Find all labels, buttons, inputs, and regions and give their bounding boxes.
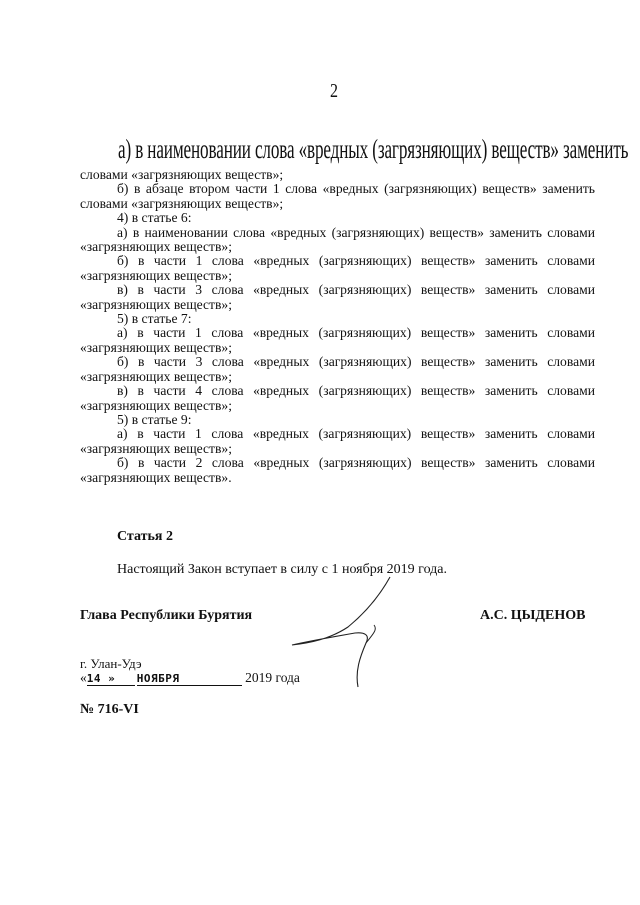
paragraph: б) в части 1 слова «вредных (загрязняющих) веществ» заменить словами «загрязняющих веществ»; [80,253,595,283]
paragraph: в) в части 4 слова «вредных (загрязняющих) веществ» заменить словами «загрязняющих веществ»; [80,383,595,413]
article-text: Настоящий Закон вступает в силу с 1 ноября 2019 года. [117,562,448,577]
paragraph: словами «загрязняющих веществ»; [80,167,284,182]
page-number: 2 [330,80,338,102]
date-day-value: 14 [86,672,101,685]
law-number: № 716-VI [80,702,139,717]
paragraph: 5) в статье 9: [117,411,192,427]
paragraph: а) в наименовании слова «вредных (загрязняющих) веществ» заменить словами «загрязняющих веществ»; [80,224,595,255]
date-open-quote: « [80,670,87,685]
date-line [80,670,300,686]
paragraph: б) в части 3 слова «вредных (загрязняющих) веществ» заменить словами «загрязняющих веществ»; [80,354,595,384]
signatory-position: Глава Республики Бурятия [80,608,253,623]
paragraph: а) в части 1 слова «вредных (загрязняющих) веществ» заменить словами «загрязняющих веществ»; [80,325,595,355]
article-title: Статья 2 [117,529,173,544]
paragraph: б) в абзаце втором части 1 слова «вредных (загрязняющих) веществ» заменить словами «загрязняющих веществ»; [80,181,595,211]
first-line: а) в наименовании слова «вредных (загрязняющих) веществ» заменить [118,134,629,164]
date-month: НОЯБРЯ [137,672,242,686]
amendments-body [80,168,595,485]
date-close-quote: » [108,672,116,685]
place: г. Улан-Удэ [80,656,142,671]
paragraph: 5) в статье 7: [117,311,192,327]
paragraph: в) в части 3 слова «вредных (загрязняющих) веществ» заменить словами «загрязняющих веществ»; [80,282,595,312]
date-year: 2019 года [245,670,300,685]
paragraph: б) в части 2 слова «вредных (загрязняющих) веществ» заменить словами «загрязняющих веществ». [80,455,595,485]
paragraph: 4) в статье 6: [117,210,192,226]
date-day [87,672,135,686]
signatory-name: А.С. ЦЫДЕНОВ [480,608,586,623]
paragraph: а) в части 1 слова «вредных (загрязняющих) веществ» заменить словами «загрязняющих веществ»; [80,426,595,456]
